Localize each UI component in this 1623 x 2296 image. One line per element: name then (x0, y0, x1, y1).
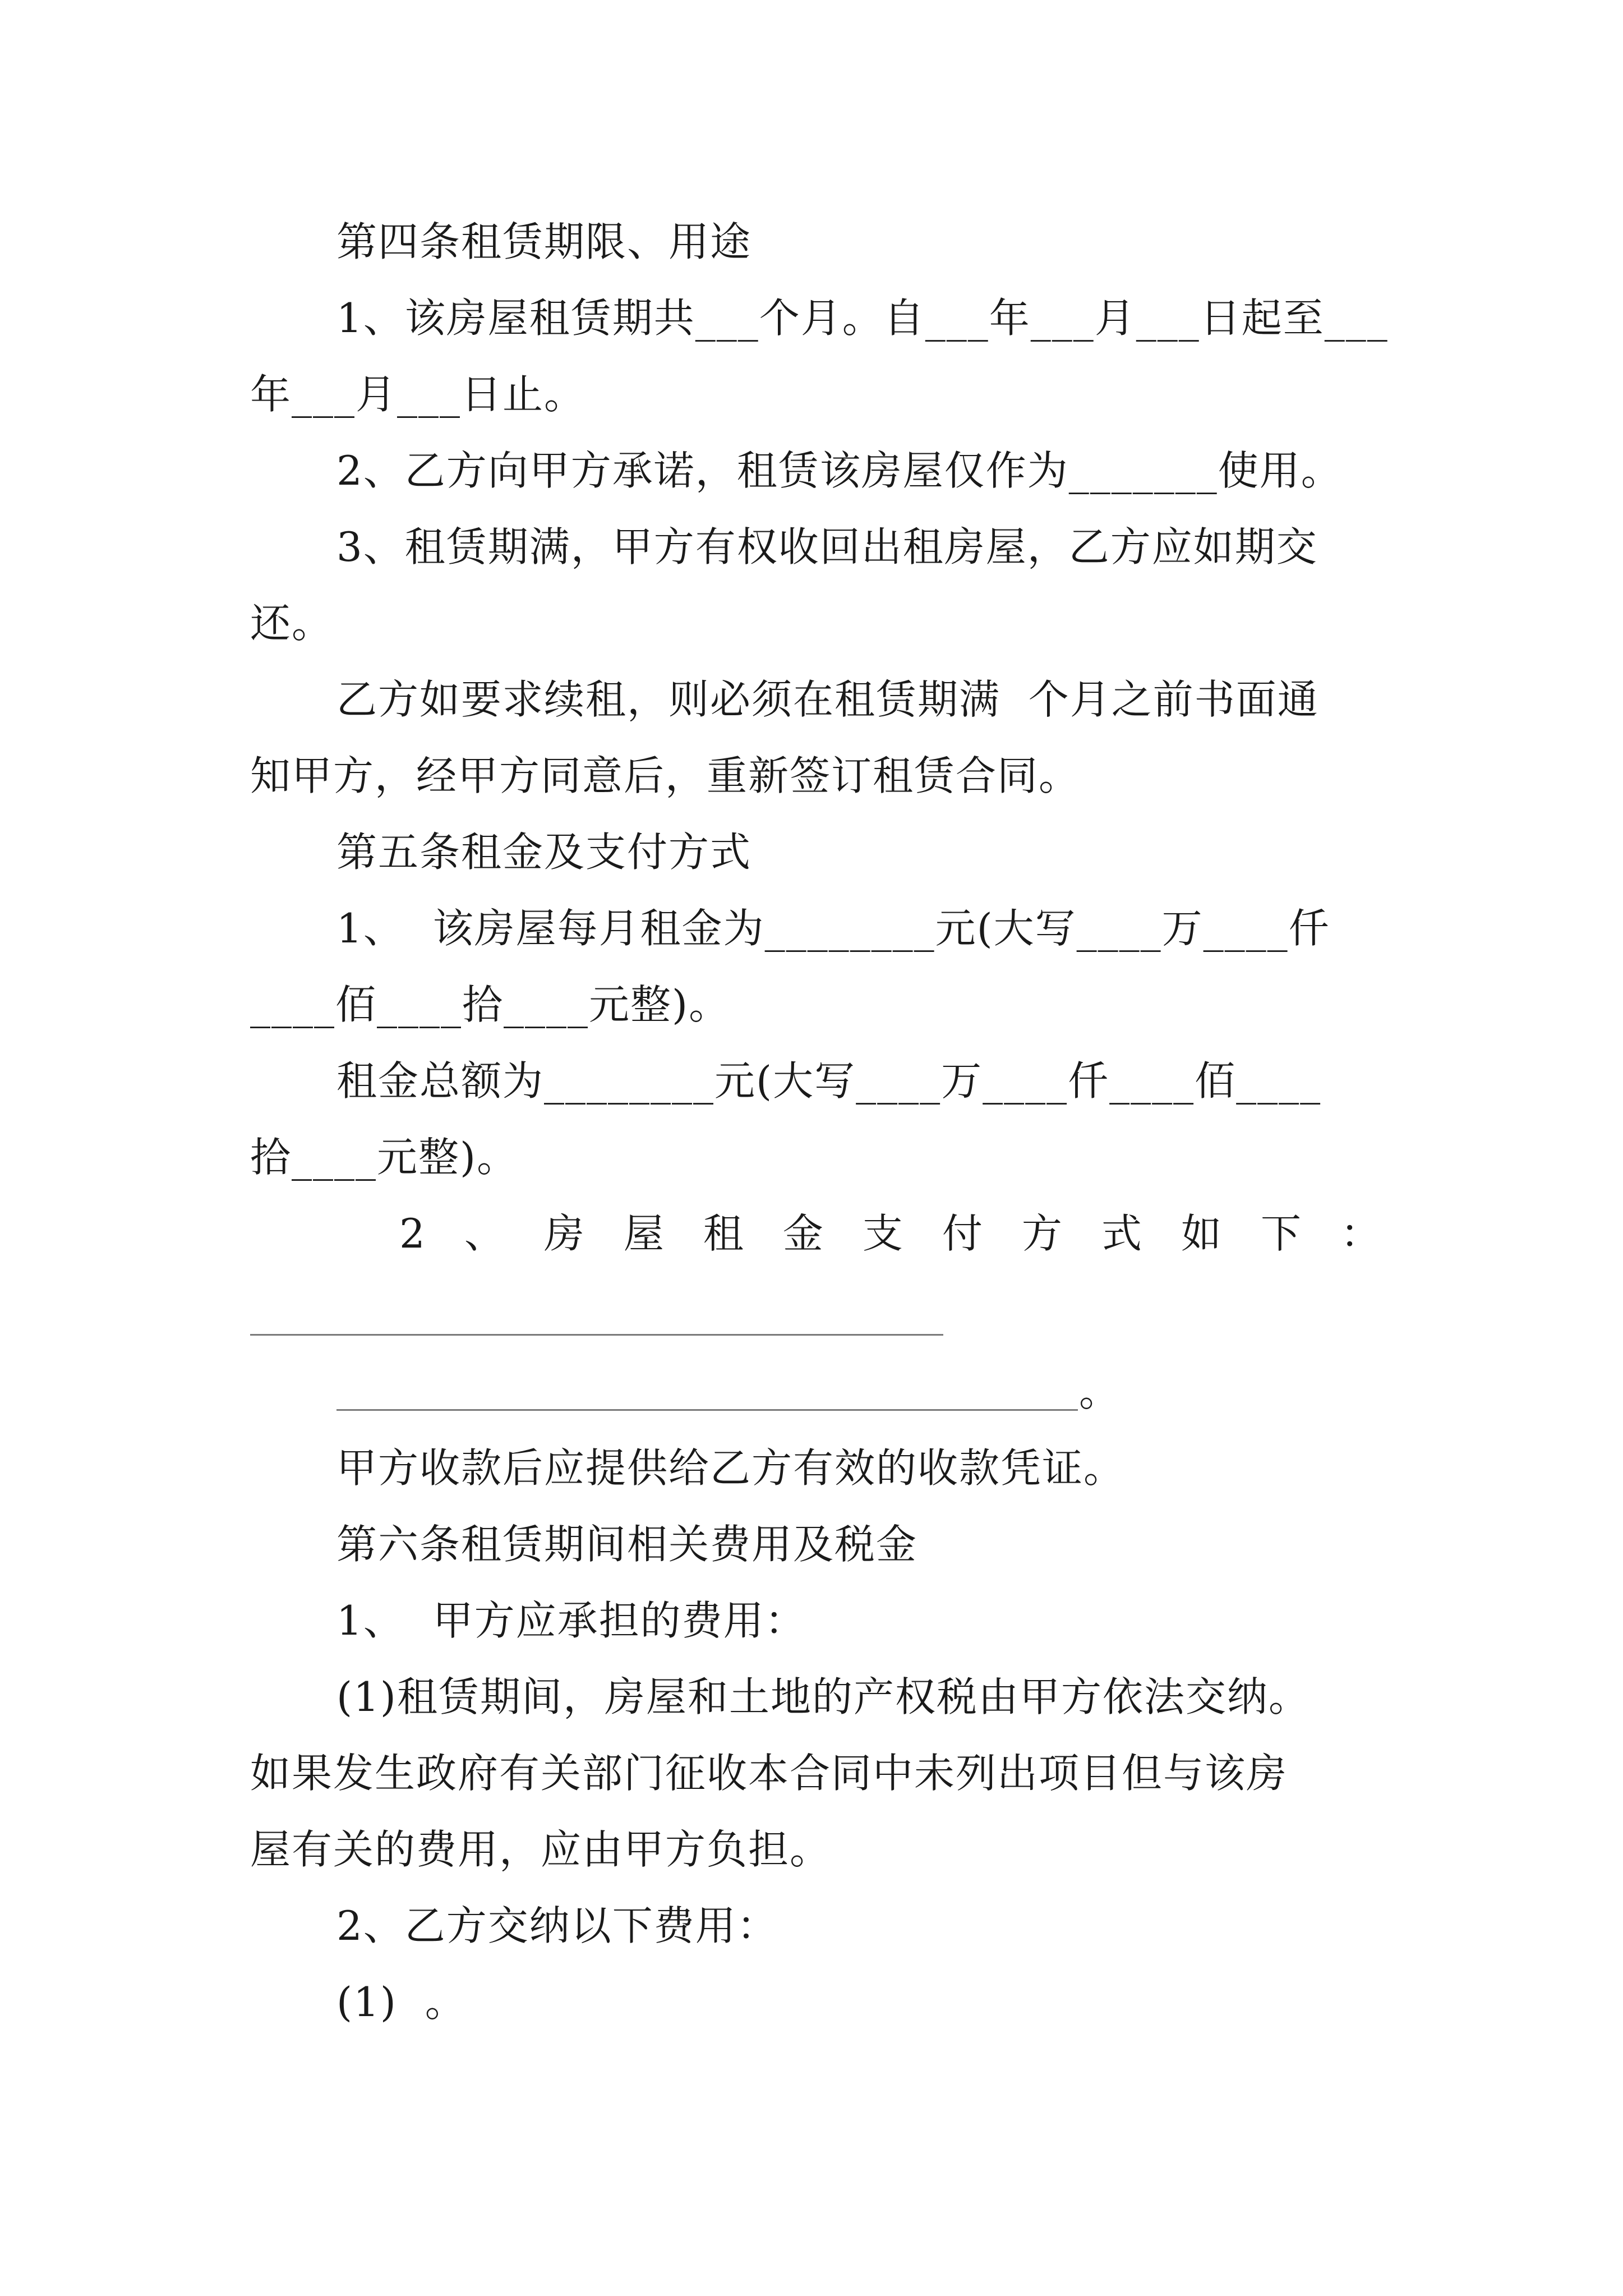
clause-6-2-heading: 2、乙方交纳以下费用： (336, 1902, 778, 1949)
clause-4-1-line-2: 年___月___日止。 (250, 371, 586, 418)
char: 式 (1101, 1210, 1142, 1257)
clause-4-3-line-2: 还。 (250, 600, 334, 647)
rent-total-line-1: 租金总额为________元(大写____万____仟____佰____ (336, 1057, 1322, 1105)
clause-6-1-heading: 1、 甲方应承担的费用： (336, 1597, 806, 1644)
clause-6-1-item-1-line-2: 如果发生政府有关部门征收本合同中未列出项目但与该房 (250, 1750, 1288, 1797)
rent-total-line-2: 拾____元整)。 (250, 1134, 519, 1181)
clause-4-2: 2、乙方向甲方承诺，租赁该房屋仅作为_______使用。 (336, 447, 1343, 494)
char: 方 (1021, 1210, 1062, 1257)
renewal-line-2: 知甲方，经甲方同意后，重新签订租赁合同。 (250, 752, 1081, 799)
char: 房 (543, 1210, 584, 1257)
article-6-heading: 第六条租赁期间相关费用及税金 (336, 1521, 918, 1568)
article-5-heading: 第五条租金及支付方式 (336, 829, 752, 876)
char: 支 (862, 1210, 903, 1257)
clause-4-1-line-1: 1、该房屋租赁期共___个月。自___年___月___日起至___ (336, 295, 1389, 342)
payment-method-blank-2 (336, 1409, 1078, 1411)
clause-5-1-line-2: ____佰____拾____元整)。 (250, 981, 731, 1028)
clause-4-3-line-1: 3、租赁期满，甲方有权收回出租房屋，乙方应如期交 (336, 523, 1318, 570)
article-4-heading: 第四条租赁期限、用途 (336, 218, 752, 265)
clause-6-1-item-1-line-3: 屋有关的费用，应由甲方负担。 (250, 1826, 832, 1873)
clause-5-1-line-1: 1、 该房屋每月租金为________元(大写____万____仟 (336, 905, 1330, 952)
char: 下 (1260, 1210, 1301, 1257)
payment-method-blank-1 (250, 1334, 943, 1336)
char: 金 (782, 1210, 823, 1257)
char: 屋 (623, 1210, 664, 1257)
clause-6-2-item-1: (1) 。 (336, 1978, 467, 2026)
char: 付 (942, 1210, 983, 1257)
receipt-clause: 甲方收款后应提供给乙方有效的收款凭证。 (336, 1444, 1126, 1492)
char: 如 (1181, 1210, 1221, 1257)
clause-5-2-payment-method (399, 1208, 1381, 1259)
renewal-line-1: 乙方如要求续租，则必须在租赁期满 个月之前书面通 (336, 676, 1319, 723)
clause-6-1-item-1-line-1: (1)租赁期间，房屋和土地的产权税由甲方依法交纳。 (336, 1673, 1310, 1720)
char: ： (1340, 1210, 1381, 1257)
char: 、 (464, 1210, 505, 1257)
payment-method-period: 。 (1079, 1368, 1121, 1415)
char: 2 (399, 1210, 425, 1257)
char: 租 (703, 1210, 744, 1257)
